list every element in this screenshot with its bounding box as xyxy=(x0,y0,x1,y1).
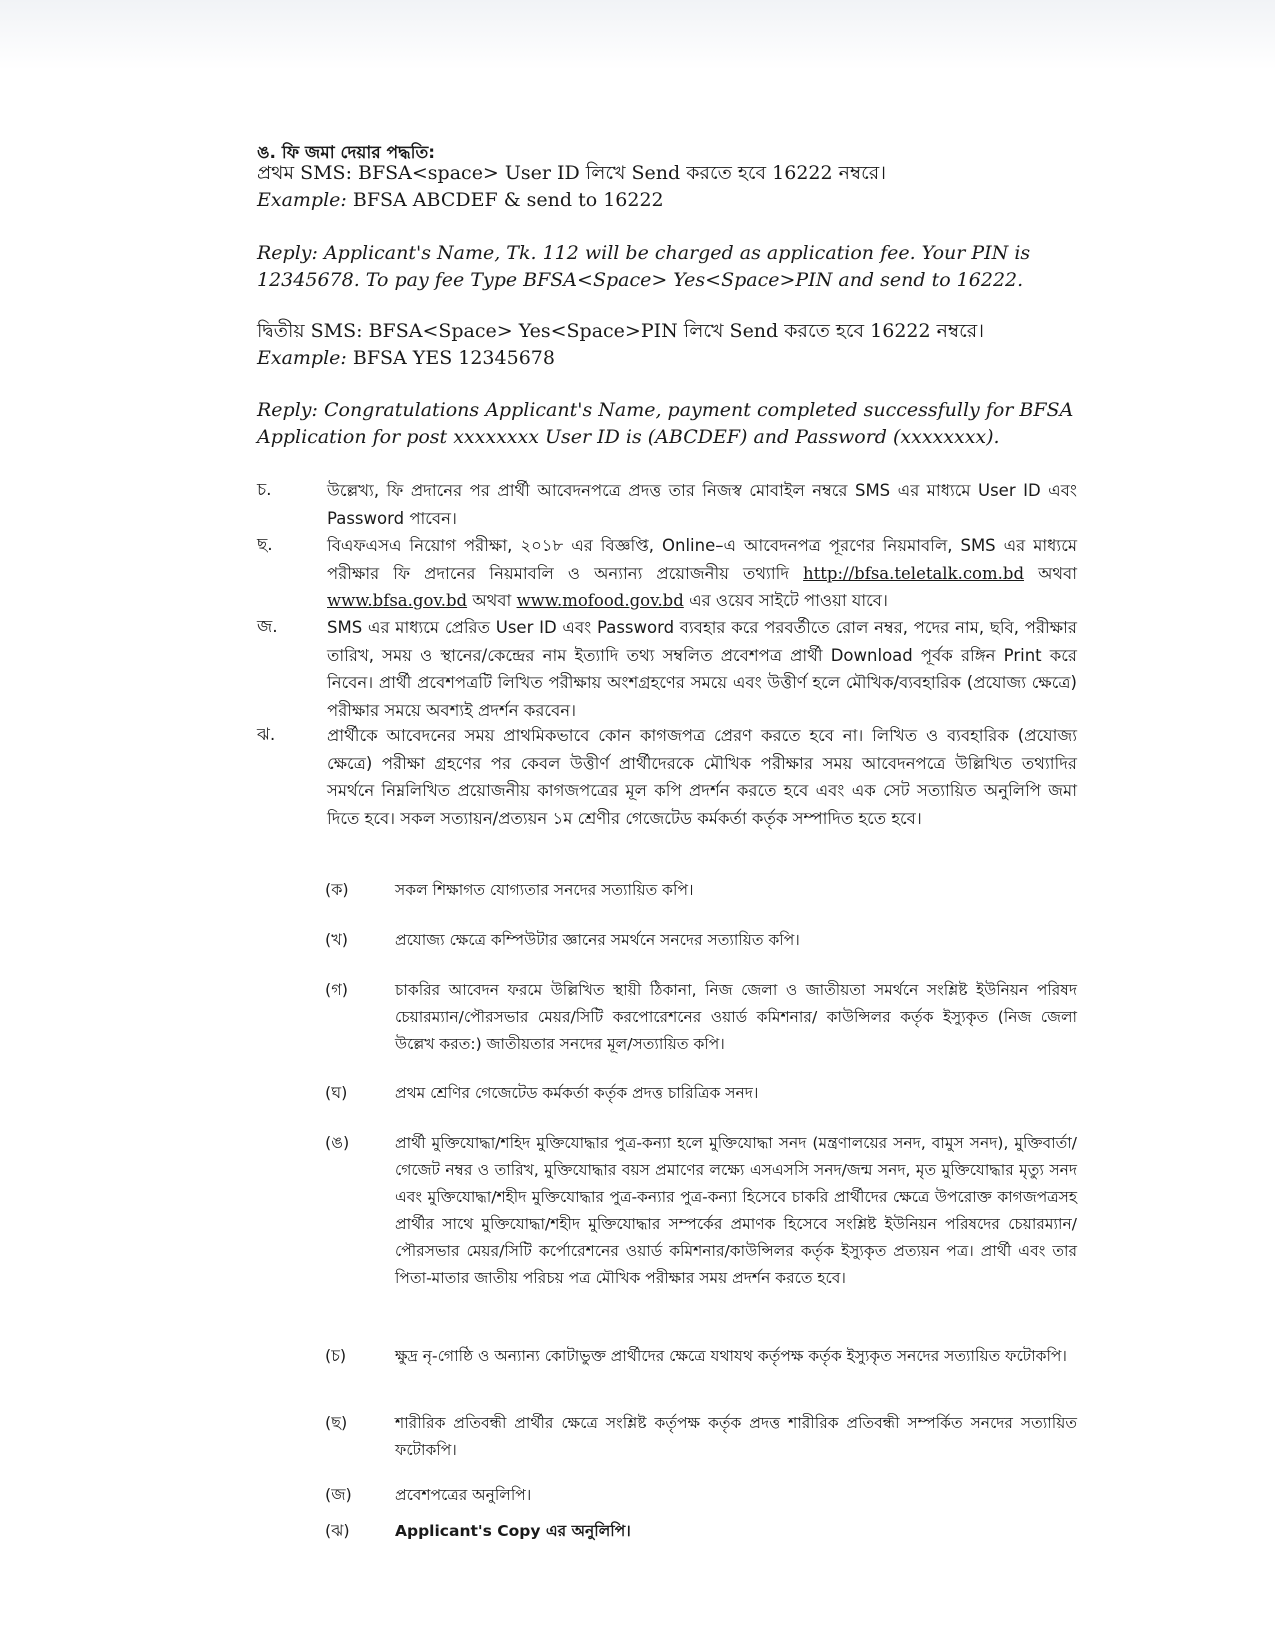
section-title: ঙ. ফি জমা দেয়ার পদ্ধতি: xyxy=(257,143,436,163)
item-text-part: অথবা xyxy=(1038,563,1078,583)
sms1-example xyxy=(257,187,1077,214)
sms2-reply: Reply: Congratulations Applicant's Name, payment completed successfully for BFSA Application for post xxxxxxxx User ID is (ABCDEF) and Password (xxxxxxxx). xyxy=(257,399,1074,448)
document-text: চাকরির আবেদন ফরমে উল্লিখিত স্থায়ী ঠিকানা, নিজ জেলা ও জাতীয়তা সমর্থনে সংশ্লিষ্ট ইউনিয়ন পরিষদ চেয়ারম্যান/পৌরসভার মেয়র/সিটি করপোরেশনের ওয়ার্ড কমিশনার/ কাউন্সিলর কর্তৃক ইস্যুকৃত (নিজ জেলা উল্লেখ করত:) জাতীয়তার সনদের মূল/সত্যায়িত কপি। xyxy=(395,981,1077,1053)
item-text: SMS এর মাধ্যমে প্রেরিত User ID এবং Password ব্যবহার করে পরবর্তীতে রোল নম্বর, পদের নাম, ছবি, পরীক্ষার তারিখ, সময় ও স্থানের/কেন্দ্রের নাম ইত্যাদি তথ্য সম্বলিত প্রবেশপত্র প্রার্থী Download পূর্বক রঙ্গিন Print করে নিবেন। প্রার্থী প্রবেশপত্রটি লিখিত পরীক্ষায় অংশগ্রহণের সময়ে এবং উত্তীর্ণ হলে মৌখিক/ব্যবহারিক (প্রযোজ্য ক্ষেত্রে) পরীক্ষার সময়ে অবশ্যই প্রদর্শন করবেন। xyxy=(327,618,1077,720)
document-marker: (ছ) xyxy=(325,1413,348,1432)
item-text-part: এর ওয়েব সাইটে পাওয়া যাবে। xyxy=(689,591,888,610)
item-text: প্রার্থীকে আবেদনের সময় প্রাথমিকভাবে কোন কাগজপত্র প্রেরণ করতে হবে না। লিখিত ও ব্যবহারিক (প্রযোজ্য ক্ষেত্রে) পরীক্ষা গ্রহণের পর কেবল উত্তীর্ণ প্রার্থীদেরকে মৌখিক পরীক্ষার সময় আবেদনপত্রে উল্লিখিত তথ্যাদির সমর্থনে নিম্নলিখিত প্রয়োজনীয় কাগজপত্রের মূল কপি প্রদর্শন করতে হবে এবং এক সেট সত্যায়িত অনুলিপি জমা দিতে হবে। সকল সত্যায়ন/প্রত্যয়ন ১ম শ্রেণীর গেজেটেড কর্মকর্তা কর্তৃক সম্পাদিত হতে হবে। xyxy=(327,726,1077,828)
sms1-example-text: BFSA ABCDEF & send to 16222 xyxy=(346,189,664,211)
sms1-instruction: প্রথম SMS: BFSA<space> User ID লিখে Send করতে হবে 16222 নম্বরে। xyxy=(257,162,887,184)
sms2-example-label: Example: xyxy=(257,347,347,369)
sms2-example-text: BFSA YES 12345678 xyxy=(346,347,555,369)
sms2-instruction: দ্বিতীয় SMS: BFSA<Space> Yes<Space>PIN লিখে Send করতে হবে 16222 নম্বরে। xyxy=(257,320,985,342)
sms2-example xyxy=(257,345,1077,372)
document-marker: (ঝ) xyxy=(325,1521,350,1540)
document-marker: (গ) xyxy=(325,980,348,999)
item-text: উল্লেখ্য, ফি প্রদানের পর প্রার্থী আবেদনপত্রে প্রদত্ত তার নিজস্ব মোবাইল নম্বরে SMS এর মাধ্যমে User ID এবং Password পাবেন। xyxy=(327,481,1077,528)
document-text: শারীরিক প্রতিবন্ধী প্রার্থীর ক্ষেত্রে সংশ্লিষ্ট কর্তৃপক্ষ কর্তৃক প্রদত্ত শারীরিক প্রতিবন্ধী সম্পর্কিত সনদের সত্যায়িত ফটোকপি। xyxy=(395,1414,1077,1459)
document-marker: (জ) xyxy=(325,1485,352,1504)
teletalk-link[interactable]: http://bfsa.teletalk.com.bd xyxy=(803,563,1025,583)
item-marker: ছ. xyxy=(257,535,273,555)
document-marker: (ক) xyxy=(325,880,349,899)
document-text: ক্ষুদ্র নৃ-গোষ্ঠি ও অন্যান্য কোটাভুক্ত প্রার্থীদের ক্ষেত্রে যথাযথ কর্তৃপক্ষ কর্তৃক ইস্যুকৃত সনদের সত্যায়িত ফটোকপি। xyxy=(395,1347,1067,1365)
item-text-part: অথবা xyxy=(472,591,512,610)
item-marker: জ. xyxy=(257,617,278,637)
document-text: Applicant's Copy এর অনুলিপি। xyxy=(395,1522,631,1540)
item-text-part: বিএফএসএ নিয়োগ পরীক্ষা, ২০১৮ এর বিজ্ঞপ্তি, Online–এ আবেদনপত্র পূরণের নিয়মাবলি, SMS এর মাধ্যমে পরীক্ষার ফি প্রদানের নিয়মাবলি ও অন্যান্য প্রয়োজনীয় তথ্যাদি xyxy=(327,536,1077,583)
mofood-website-link[interactable]: www.mofood.gov.bd xyxy=(516,591,684,610)
document-text: প্রযোজ্য ক্ষেত্রে কম্পিউটার জ্ঞানের সমর্থনে সনদের সত্যায়িত কপি। xyxy=(395,931,800,949)
document-text: প্রবেশপত্রের অনুলিপি। xyxy=(395,1486,532,1504)
document-marker: (ঙ) xyxy=(325,1133,350,1152)
document-marker: (চ) xyxy=(325,1346,347,1365)
bfsa-website-link[interactable]: www.bfsa.gov.bd xyxy=(327,591,468,610)
document-text: সকল শিক্ষাগত যোগ্যতার সনদের সত্যায়িত কপি। xyxy=(395,881,694,899)
document-text: প্রার্থী মুক্তিযোদ্ধা/শহিদ মুক্তিযোদ্ধার পুত্র-কন্যা হলে মুক্তিযোদ্ধা সনদ (মন্ত্রণালয়ের সনদ, বামুস সনদ), মুক্তিবার্তা/গেজেট নম্বর ও তারিখ, মুক্তিযোদ্ধার বয়স প্রমাণের লক্ষ্যে এসএসসি সনদ/জন্ম সনদ, মৃত মুক্তিযোদ্ধার মৃত্যু সনদ এবং মুক্তিযোদ্ধা/শহীদ মুক্তিযোদ্ধার পুত্র-কন্যার পুত্র-কন্যা হিসেবে চাকরি প্রার্থীদের ক্ষেত্রে উপরোক্ত কাগজপত্রসহ প্রার্থীর সাথে মুক্তিযোদ্ধা/শহীদ মুক্তিযোদ্ধার সম্পর্কের প্রমাণক হিসেবে সংশ্লিষ্ট ইউনিয়ন পরিষদের চেয়ারম্যান/পৌরসভার মেয়র/সিটি কর্পোরেশনের ওয়ার্ড কমিশনার/কাউন্সিলর কর্তৃক ইস্যুকৃত প্রত্যয়ন পত্র। প্রার্থী এবং তার পিতা-মাতার জাতীয় পরিচয় পত্র মৌখিক পরীক্ষার সময় প্রদর্শন করতে হবে। xyxy=(395,1134,1077,1287)
document-text: প্রথম শ্রেণির গেজেটেড কর্মকর্তা কর্তৃক প্রদত্ত চারিত্রিক সনদ। xyxy=(395,1084,759,1102)
document-marker: (ঘ) xyxy=(325,1083,348,1102)
item-marker: চ. xyxy=(257,480,272,500)
sms1-example-label: Example: xyxy=(257,189,347,211)
item-marker: ঝ. xyxy=(257,725,276,745)
scan-header-shadow xyxy=(0,0,1275,70)
document-marker: (খ) xyxy=(325,930,348,949)
sms1-reply: Reply: Applicant's Name, Tk. 112 will be charged as application fee. Your PIN is 12345678. To pay fee Type BFSA<Space> Yes<Space>PIN and send to 16222. xyxy=(257,242,1031,291)
item-text xyxy=(327,532,1077,615)
